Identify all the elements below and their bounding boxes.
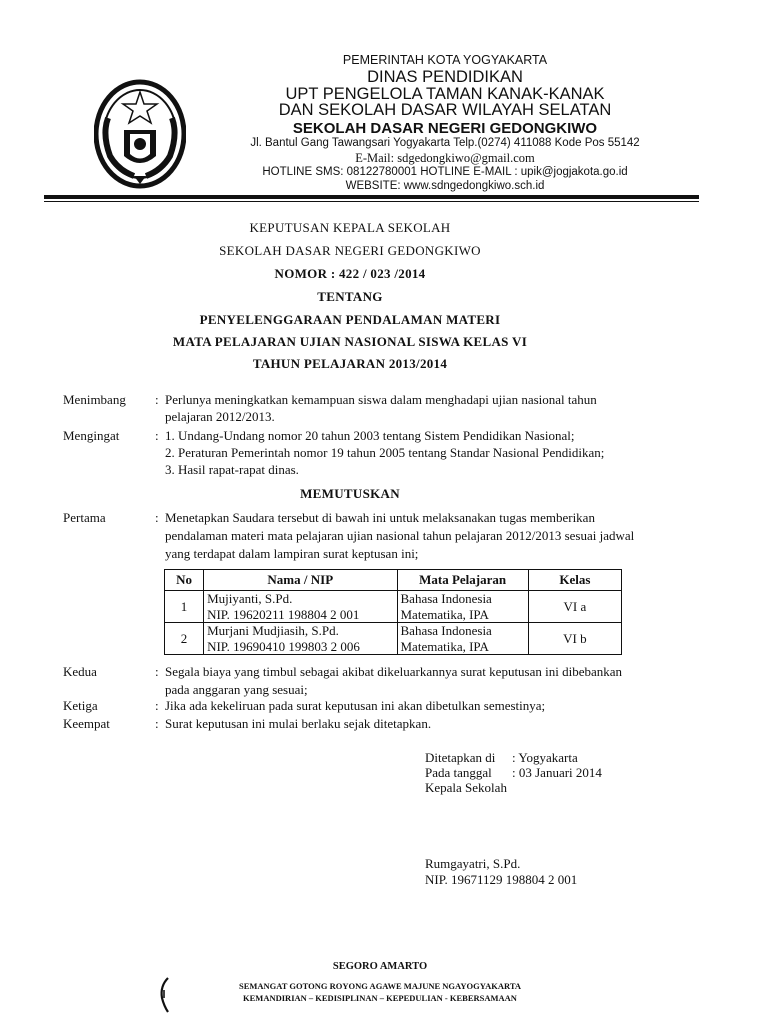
teacher-name: Murjani Mudjiasih, S.Pd. xyxy=(207,623,339,638)
school-address: Jl. Bantul Gang Tawangsari Yogyakarta Telp.(0274) 411088 Kode Pos 55142 xyxy=(250,137,640,149)
subject-cell xyxy=(397,591,528,623)
decree-number: NOMOR : 422 / 023 /2014 xyxy=(274,266,426,281)
decide-heading: MEMUTUSKAN xyxy=(300,486,400,501)
decree-title: KEPUTUSAN KEPALA SEKOLAH xyxy=(249,220,451,235)
third-colon: : xyxy=(155,698,159,713)
second-label: Kedua xyxy=(63,664,97,679)
header-no: No xyxy=(165,570,204,591)
class-cell: VI a xyxy=(528,591,621,623)
table-header-row xyxy=(165,570,622,591)
fourth-label: Keempat xyxy=(63,716,110,731)
footer-slogan-1: SEMANGAT GOTONG ROYONG AGAWE MAJUNE NGAYOGYAKARTA xyxy=(238,981,522,991)
first-line-1: Menetapkan Saudara tersebut di bawah ini untuk melaksanakan tugas memberikan xyxy=(165,510,595,525)
place-label: Ditetapkan di xyxy=(425,750,496,765)
subject-cell xyxy=(397,623,528,655)
considering-colon: : xyxy=(155,392,159,407)
teacher-name: Mujiyanti, S.Pd. xyxy=(207,591,293,606)
school-website: WEBSITE: www.sdngedongkiwo.sch.id xyxy=(345,180,545,192)
date-value: : 03 Januari 2014 xyxy=(512,765,602,780)
fourth-colon: : xyxy=(155,716,159,731)
subject-line-1: Bahasa Indonesia xyxy=(400,623,492,638)
subject-line-2: Matematika, IPA xyxy=(400,606,489,622)
government-name: PEMERINTAH KOTA YOGYAKARTA xyxy=(342,53,548,67)
first-label: Pertama xyxy=(63,510,106,525)
region-name: DAN SEKOLAH DASAR WILAYAH SELATAN xyxy=(278,101,612,119)
recalling-item-2: 2. Peraturan Pemerintah nomor 19 tahun 2005 tentang Standar Nasional Pendidikan; xyxy=(165,445,605,460)
considering-label: Menimbang xyxy=(63,392,126,407)
class-cell: VI b xyxy=(528,623,621,655)
date-label: Pada tanggal xyxy=(425,765,492,780)
city-emblem-logo xyxy=(94,78,186,190)
letterhead-divider-thin xyxy=(44,201,699,202)
considering-line-1: Perlunya meningkatkan kemampuan siswa dalam menghadapi ujian nasional tahun xyxy=(165,392,597,407)
signer-name: Rumgayatri, S.Pd. xyxy=(425,856,521,871)
considering-line-2: pelajaran 2012/2013. xyxy=(165,409,275,424)
signer-nip: NIP. 19671129 198804 2 001 xyxy=(425,872,578,887)
second-colon: : xyxy=(155,664,159,679)
teacher-cell xyxy=(204,623,397,655)
header-subject: Mata Pelajaran xyxy=(397,570,528,591)
teacher-nip: NIP. 19690410 199803 2 006 xyxy=(207,638,360,654)
recalling-item-1: 1. Undang-Undang nomor 20 tahun 2003 tentang Sistem Pendidikan Nasional; xyxy=(165,428,575,443)
place-value: : Yogyakarta xyxy=(512,750,578,765)
third-label: Ketiga xyxy=(63,698,98,713)
header-class: Kelas xyxy=(528,570,621,591)
table-row xyxy=(165,591,622,623)
footer-slogan-2: KEMANDIRIAN – KEDISIPLINAN – KEPEDULIAN - KEBERSAMAAN xyxy=(243,993,517,1003)
teacher-nip: NIP. 19620211 198804 2 001 xyxy=(207,606,360,622)
decree-subject-line-2: MATA PELAJARAN UJIAN NASIONAL SISWA KELAS VI xyxy=(172,334,528,349)
second-line-1: Segala biaya yang timbul sebagai akibat dikeluarkannya surat keputusan ini dibebankan xyxy=(165,664,623,679)
third-text: Jika ada kekeliruan pada surat keputusan ini akan dibetulkan semestinya; xyxy=(165,698,546,713)
signer-position: Kepala Sekolah xyxy=(425,780,507,795)
department-name: DINAS PENDIDIKAN xyxy=(367,68,523,86)
fourth-text: Surat keputusan ini mulai berlaku sejak ditetapkan. xyxy=(165,716,432,731)
decree-subject-line-1: PENYELENGGARAAN PENDALAMAN MATERI xyxy=(199,312,501,327)
recalling-label: Mengingat xyxy=(63,428,120,443)
decree-about: TENTANG xyxy=(317,289,383,304)
unit-name: UPT PENGELOLA TAMAN KANAK-KANAK xyxy=(285,85,605,103)
first-line-3: yang terdapat dalam lampiran surat keptusan ini; xyxy=(165,546,419,561)
second-line-2: pada anggaran yang sesuai; xyxy=(165,682,308,697)
first-line-2: pendalaman materi mata pelajaran ujian nasional tahun pelajaran 2012/2013 sesuai jadwal xyxy=(165,528,635,543)
school-name: SEKOLAH DASAR NEGERI GEDONGKIWO xyxy=(292,120,598,137)
header-name-nip: Nama / NIP xyxy=(204,570,397,591)
recalling-colon: : xyxy=(155,428,159,443)
school-email: E-Mail: sdgedongkiwo@gmail.com xyxy=(355,151,535,165)
hotline-info: HOTLINE SMS: 08122780001 HOTLINE E-MAIL : upik@jogjakota.go.id xyxy=(262,166,628,178)
row-number: 1 xyxy=(165,591,204,623)
teacher-assignment-table xyxy=(164,569,622,655)
decree-school: SEKOLAH DASAR NEGERI GEDONGKIWO xyxy=(219,243,481,258)
subject-line-2: Matematika, IPA xyxy=(400,638,489,654)
first-colon: : xyxy=(155,510,159,525)
teacher-cell xyxy=(204,591,397,623)
footer-motto: SEGORO AMARTO xyxy=(332,961,428,972)
decree-subject-line-3: TAHUN PELAJARAN 2013/2014 xyxy=(252,356,448,371)
letterhead-divider xyxy=(44,195,699,199)
table-row xyxy=(165,623,622,655)
subject-line-1: Bahasa Indonesia xyxy=(400,591,492,606)
recalling-item-3: 3. Hasil rapat-rapat dinas. xyxy=(165,462,299,477)
row-number: 2 xyxy=(165,623,204,655)
